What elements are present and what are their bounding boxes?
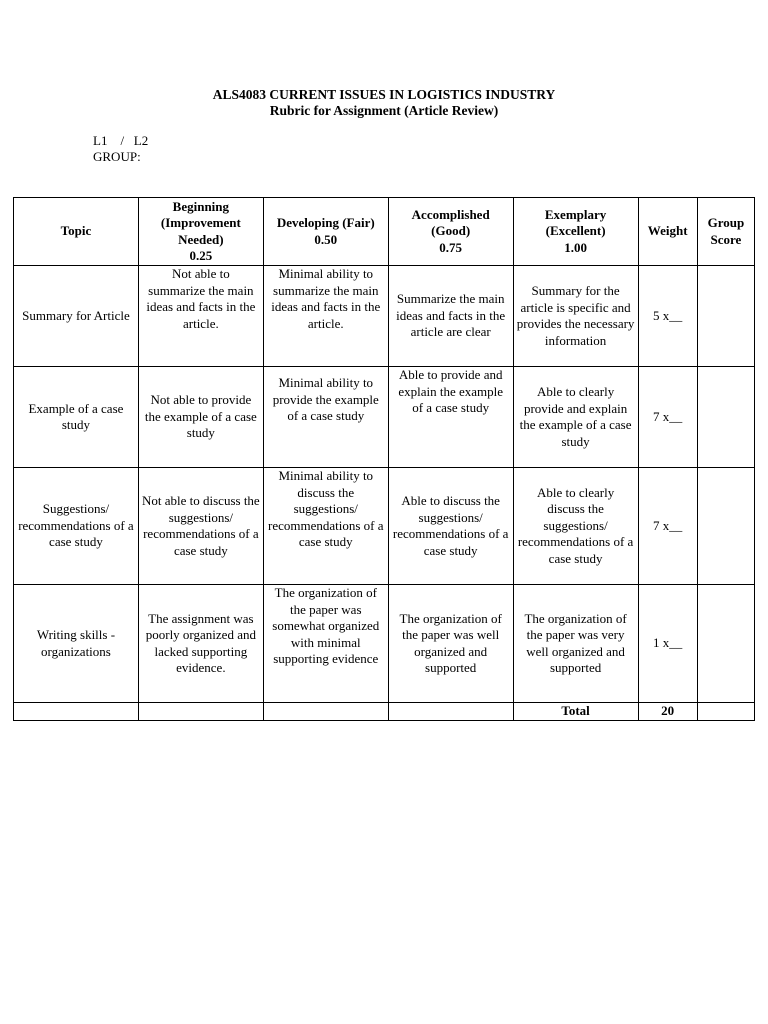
total-row bbox=[14, 703, 755, 721]
header-topic: Topic bbox=[14, 198, 139, 266]
row-group-score[interactable] bbox=[697, 266, 754, 367]
group-line: GROUP: bbox=[93, 149, 141, 164]
row-topic: Suggestions/ recommendations of a case study bbox=[14, 468, 139, 585]
empty-cell bbox=[14, 703, 139, 721]
row-weight: 1 x__ bbox=[638, 585, 697, 703]
criteria-accomplished: Able to provide and explain the example of a case study bbox=[388, 367, 513, 468]
criteria-beginning: Not able to summarize the main ideas and facts in the article. bbox=[138, 266, 263, 367]
header-weight: Weight bbox=[638, 198, 697, 266]
class-line: L1 / L2 bbox=[93, 133, 149, 148]
row-weight: 5 x__ bbox=[638, 266, 697, 367]
total-value: 20 bbox=[638, 703, 697, 721]
criteria-beginning: The assignment was poorly organized and lacked supporting evidence. bbox=[138, 585, 263, 703]
row-topic: Writing skills - organizations bbox=[14, 585, 139, 703]
level-name: Developing (Fair) bbox=[276, 215, 375, 230]
total-label: Total bbox=[513, 703, 638, 721]
rubric-row-example bbox=[14, 367, 755, 468]
criteria-beginning: Not able to provide the example of a case study bbox=[138, 367, 263, 468]
criteria-exemplary: Able to clearly discuss the suggestions/ recommendations of a case study bbox=[513, 468, 638, 585]
criteria-beginning: Not able to discuss the suggestions/ recommendations of a case study bbox=[138, 468, 263, 585]
header-row bbox=[14, 198, 755, 266]
rubric-row-writing bbox=[14, 585, 755, 703]
level-score: 0.50 bbox=[314, 231, 338, 247]
header-level-developing bbox=[263, 198, 388, 266]
criteria-developing: Minimal ability to provide the example of a case study bbox=[263, 367, 388, 468]
criteria-exemplary: Able to clearly provide and explain the example of a case study bbox=[513, 367, 638, 468]
level-name: Exemplary (Excellent) bbox=[544, 206, 607, 239]
empty-cell bbox=[388, 703, 513, 721]
row-weight: 7 x__ bbox=[638, 468, 697, 585]
header-level-beginning bbox=[138, 198, 263, 266]
level-name: Beginning (Improvement Needed) bbox=[160, 198, 241, 247]
criteria-developing: Minimal ability to summarize the main ideas and facts in the article. bbox=[263, 266, 388, 367]
empty-cell bbox=[138, 703, 263, 721]
criteria-developing: The organization of the paper was somewhat organized with minimal supporting evidence bbox=[263, 585, 388, 703]
row-weight: 7 x__ bbox=[638, 367, 697, 468]
row-topic: Summary for Article bbox=[14, 266, 139, 367]
row-topic: Example of a case study bbox=[14, 367, 139, 468]
criteria-accomplished: Summarize the main ideas and facts in the article are clear bbox=[388, 266, 513, 367]
level-score: 1.00 bbox=[564, 239, 587, 255]
empty-cell bbox=[263, 703, 388, 721]
criteria-accomplished: Able to discuss the suggestions/ recommendations of a case study bbox=[388, 468, 513, 585]
header-group-score: Group Score bbox=[697, 198, 754, 266]
criteria-developing: Minimal ability to discuss the suggestions/ recommendations of a case study bbox=[263, 468, 388, 585]
row-group-score[interactable] bbox=[697, 468, 754, 585]
row-group-score[interactable] bbox=[697, 367, 754, 468]
level-score: 0.75 bbox=[439, 239, 463, 255]
document-title: ALS4083 CURRENT ISSUES IN LOGISTICS INDUSTRY bbox=[212, 87, 556, 102]
level-name: Accomplished (Good) bbox=[411, 206, 490, 239]
header-level-exemplary bbox=[513, 198, 638, 266]
rubric-row-summary bbox=[14, 266, 755, 367]
row-group-score[interactable] bbox=[697, 585, 754, 703]
criteria-exemplary: Summary for the article is specific and provides the necessary information bbox=[513, 266, 638, 367]
criteria-accomplished: The organization of the paper was well organized and supported bbox=[388, 585, 513, 703]
level-score: 0.25 bbox=[189, 248, 213, 263]
total-group-score[interactable] bbox=[697, 703, 754, 721]
criteria-exemplary: The organization of the paper was very well organized and supported bbox=[513, 585, 638, 703]
document-subtitle: Rubric for Assignment (Article Review) bbox=[269, 103, 499, 118]
rubric-row-suggestions bbox=[14, 468, 755, 585]
rubric-table bbox=[13, 197, 755, 721]
header-level-accomplished bbox=[388, 198, 513, 266]
